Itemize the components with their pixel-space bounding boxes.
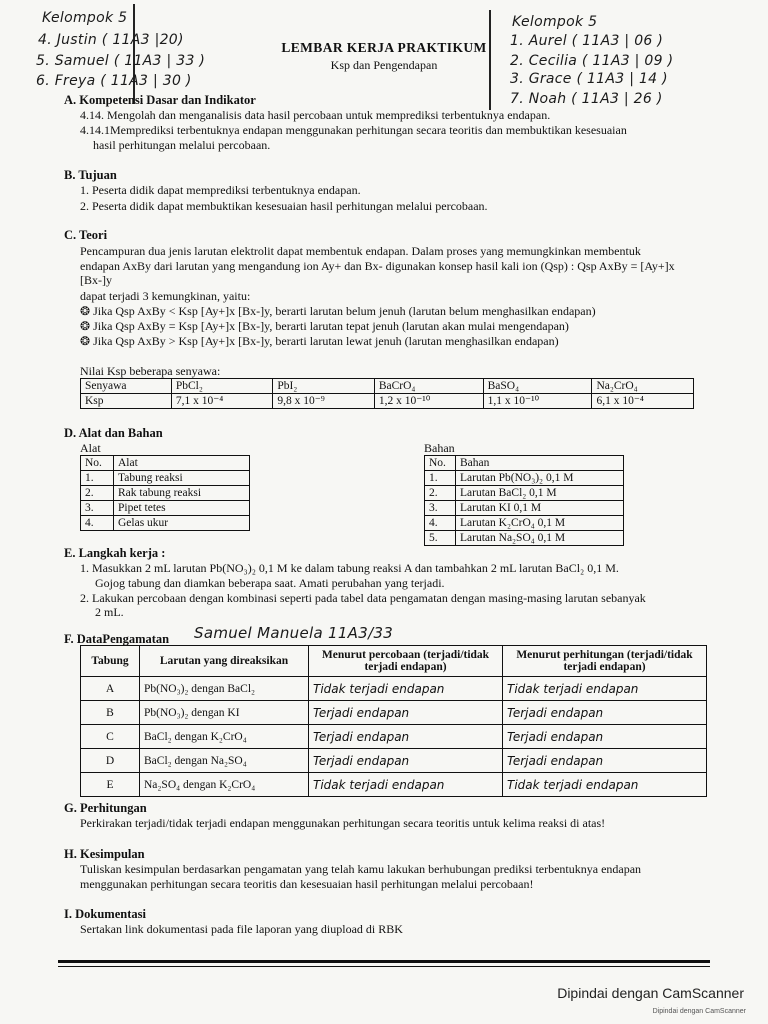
obs-calculation-result: Tidak terjadi endapan <box>503 773 707 797</box>
alat-label: Alat <box>80 441 101 455</box>
obs-experiment-result: Tidak terjadi endapan <box>309 677 503 701</box>
ksp-value: 6,1 x 10⁻⁴ <box>592 394 694 409</box>
ksp-header-cell: Senyawa <box>81 379 172 394</box>
obs-col-header: Menurut percobaan (terjadi/tidak terjadi endapan) <box>309 646 503 677</box>
section-h-heading: H. Kesimpulan <box>64 847 145 861</box>
obs-experiment-result: Tidak terjadi endapan <box>309 773 503 797</box>
section-c-paragraph: endapan AxBy dari larutan yang mengandung ion Ay+ dan Bx- digunakan konsep hasil kali ion (Qsp) : Qsp AxBy = [Ay+]x <box>80 259 675 273</box>
bahan-table <box>424 455 624 546</box>
ksp-value: 1,2 x 10⁻¹⁰ <box>374 394 483 409</box>
alat-name: Pipet tetes <box>114 501 250 516</box>
group-left-member: 5. Samuel ( 11A3 | 33 ) <box>36 53 206 69</box>
ksp-header-cell: Ksp <box>81 394 172 409</box>
group-right-member: 7. Noah ( 11A3 | 26 ) <box>510 91 663 107</box>
ksp-compound: Na₂CrO₄ <box>592 379 694 394</box>
group-right-title: Kelompok 5 <box>512 14 598 30</box>
section-b-line: 1. Peserta didik dapat memprediksi terbentuknya endapan. <box>80 183 361 197</box>
section-h-line: menggunakan perhitungan secara teoritis dan kesesuaian hasil perhitungan melalui percobaan! <box>80 877 534 891</box>
section-e-line: 2 mL. <box>95 605 124 619</box>
section-a-line: 4.14.1Memprediksi terbentuknya endapan menggunakan perhitungan secara teoritis dan membuktikan kesesuaian <box>80 123 627 137</box>
bahan-no: 1. <box>425 471 456 486</box>
observer-name: Samuel Manuela 11A3/33 <box>194 624 394 642</box>
page-subtitle: Ksp dan Pengendapan <box>330 58 438 72</box>
bahan-name: Larutan Pb(NO₃)₂ 0,1 M <box>456 471 624 486</box>
camscanner-watermark-small: Dipindai dengan CamScanner <box>652 1008 746 1015</box>
section-i-heading: I. Dokumentasi <box>64 907 146 921</box>
section-g-text: Perkirakan terjadi/tidak terjadi endapan menggunakan perhitungan secara teoritis untuk kelima reaksi di atas! <box>80 816 606 830</box>
footer-rule <box>58 960 710 963</box>
obs-tube: A <box>81 677 140 701</box>
alat-no: 1. <box>81 471 114 486</box>
section-a-line: 4.14. Mengolah dan menganalisis data hasil percobaan untuk memprediksi terbentuknya endapan. <box>80 108 551 122</box>
group-right-member: 3. Grace ( 11A3 | 14 ) <box>510 71 668 87</box>
page-title: LEMBAR KERJA PRAKTIKUM <box>281 40 487 55</box>
obs-calculation-result: Terjadi endapan <box>503 749 707 773</box>
ksp-value: 7,1 x 10⁻⁴ <box>171 394 273 409</box>
table-row <box>81 749 707 773</box>
section-c-paragraph: [Bx-]y <box>80 273 112 287</box>
ksp-compound: PbCl₂ <box>171 379 273 394</box>
section-e-line: 1. Masukkan 2 mL larutan Pb(NO₃)₂ 0,1 M ke dalam tabung reaksi A dan tambahkan 2 mL larutan BaCl₂ 0,1 M. <box>80 561 619 575</box>
ksp-caption: Nilai Ksp beberapa senyawa: <box>80 364 221 378</box>
case-item: ❂ Jika Qsp AxBy = Ksp [Ay+]x [Bx-]y, berarti larutan tepat jenuh (larutan akan mulai mengendapan) <box>80 319 569 333</box>
obs-reactants: BaCl₂ dengan K₂CrO₄ <box>140 725 309 749</box>
obs-calculation-result: Tidak terjadi endapan <box>503 677 707 701</box>
footer-rule-thin <box>58 966 710 967</box>
section-e-line: Gojog tabung dan diamkan beberapa saat. Amati perubahan yang terjadi. <box>95 576 445 590</box>
obs-tube: E <box>81 773 140 797</box>
obs-tube: B <box>81 701 140 725</box>
obs-col-header: Larutan yang direaksikan <box>140 646 309 677</box>
alat-header-name: Alat <box>114 456 250 471</box>
obs-reactants: BaCl₂ dengan Na₂SO₄ <box>140 749 309 773</box>
section-a-line: hasil perhitungan melalui percobaan. <box>93 138 271 152</box>
bahan-header-no: No. <box>425 456 456 471</box>
case-item: ❂ Jika Qsp AxBy < Ksp [Ay+]x [Bx-]y, berarti larutan belum jenuh (larutan belum menghasilkan endapan) <box>80 304 596 318</box>
ksp-value: 1,1 x 10⁻¹⁰ <box>483 394 592 409</box>
obs-reactants: Na₂SO₄ dengan K₂CrO₄ <box>140 773 309 797</box>
bahan-name: Larutan Na₂SO₄ 0,1 M <box>456 531 624 546</box>
alat-table <box>80 455 250 531</box>
section-b-heading: B. Tujuan <box>64 168 117 182</box>
section-c-heading: C. Teori <box>64 228 108 242</box>
ksp-table <box>80 378 694 409</box>
bahan-header-name: Bahan <box>456 456 624 471</box>
group-left-title: Kelompok 5 <box>42 10 128 26</box>
obs-tube: D <box>81 749 140 773</box>
obs-reactants: Pb(NO₃)₂ dengan KI <box>140 701 309 725</box>
bullet-icon: ❂ <box>80 304 94 318</box>
section-b-line: 2. Peserta didik dapat membuktikan kesesuaian hasil perhitungan melalui percobaan. <box>80 199 488 213</box>
bahan-no: 3. <box>425 501 456 516</box>
group-right-member: 2. Cecilia ( 11A3 | 09 ) <box>510 53 674 69</box>
section-e-heading: E. Langkah kerja : <box>64 546 166 560</box>
obs-calculation-result: Terjadi endapan <box>503 725 707 749</box>
section-c-paragraph: Pencampuran dua jenis larutan elektrolit dapat membentuk endapan. Dalam proses yang memungkinkan membentuk <box>80 244 641 258</box>
bahan-name: Larutan KI 0,1 M <box>456 501 624 516</box>
obs-experiment-result: Terjadi endapan <box>309 749 503 773</box>
bullet-icon: ❂ <box>80 334 94 348</box>
bahan-name: Larutan BaCl₂ 0,1 M <box>456 486 624 501</box>
section-f-heading: F. DataPengamatan <box>64 632 170 646</box>
alat-name: Rak tabung reaksi <box>114 486 250 501</box>
obs-calculation-result: Terjadi endapan <box>503 701 707 725</box>
obs-experiment-result: Terjadi endapan <box>309 701 503 725</box>
bahan-no: 2. <box>425 486 456 501</box>
camscanner-watermark: Dipindai dengan CamScanner <box>557 985 744 1001</box>
ksp-compound: PbI₂ <box>273 379 375 394</box>
bahan-label: Bahan <box>424 441 455 455</box>
section-h-line: Tuliskan kesimpulan berdasarkan pengamatan yang telah kamu lakukan berhubungan prediksi terbentuknya endapan <box>80 862 642 876</box>
ksp-value: 9,8 x 10⁻⁹ <box>273 394 375 409</box>
section-a-heading: A. Kompetensi Dasar dan Indikator <box>64 93 256 107</box>
section-e-line: 2. Lakukan percobaan dengan kombinasi seperti pada tabel data pengamatan dengan masing-masing larutan sebanyak <box>80 591 646 605</box>
group-right-member: 1. Aurel ( 11A3 | 06 ) <box>510 33 664 49</box>
section-g-heading: G. Perhitungan <box>64 801 147 815</box>
bahan-no: 5. <box>425 531 456 546</box>
obs-col-header: Menurut perhitungan (terjadi/tidak terjadi endapan) <box>503 646 707 677</box>
table-row <box>81 677 707 701</box>
case-item: ❂ Jika Qsp AxBy > Ksp [Ay+]x [Bx-]y, berarti larutan lewat jenuh (larutan menghasilkan endapan) <box>80 334 559 348</box>
bahan-no: 4. <box>425 516 456 531</box>
alat-no: 2. <box>81 486 114 501</box>
obs-col-header: Tabung <box>81 646 140 677</box>
section-c-intro: dapat terjadi 3 kemungkinan, yaitu: <box>80 289 251 303</box>
alat-header-no: No. <box>81 456 114 471</box>
obs-experiment-result: Terjadi endapan <box>309 725 503 749</box>
ksp-compound: BaSO₄ <box>483 379 592 394</box>
table-row <box>81 725 707 749</box>
group-left-member: 4. Justin ( 11A3 |20) <box>38 32 184 48</box>
bahan-name: Larutan K₂CrO₄ 0,1 M <box>456 516 624 531</box>
alat-no: 4. <box>81 516 114 531</box>
alat-no: 3. <box>81 501 114 516</box>
obs-reactants: Pb(NO₃)₂ dengan BaCl₂ <box>140 677 309 701</box>
bullet-icon: ❂ <box>80 319 94 333</box>
section-d-heading: D. Alat dan Bahan <box>64 426 163 440</box>
table-row <box>81 701 707 725</box>
group-left-member: 6. Freya ( 11A3 | 30 ) <box>36 73 192 89</box>
table-row <box>81 773 707 797</box>
section-i-text: Sertakan link dokumentasi pada file laporan yang diupload di RBK <box>80 922 403 936</box>
alat-name: Gelas ukur <box>114 516 250 531</box>
ksp-compound: BaCrO₄ <box>374 379 483 394</box>
obs-tube: C <box>81 725 140 749</box>
alat-name: Tabung reaksi <box>114 471 250 486</box>
observation-table <box>80 645 707 797</box>
